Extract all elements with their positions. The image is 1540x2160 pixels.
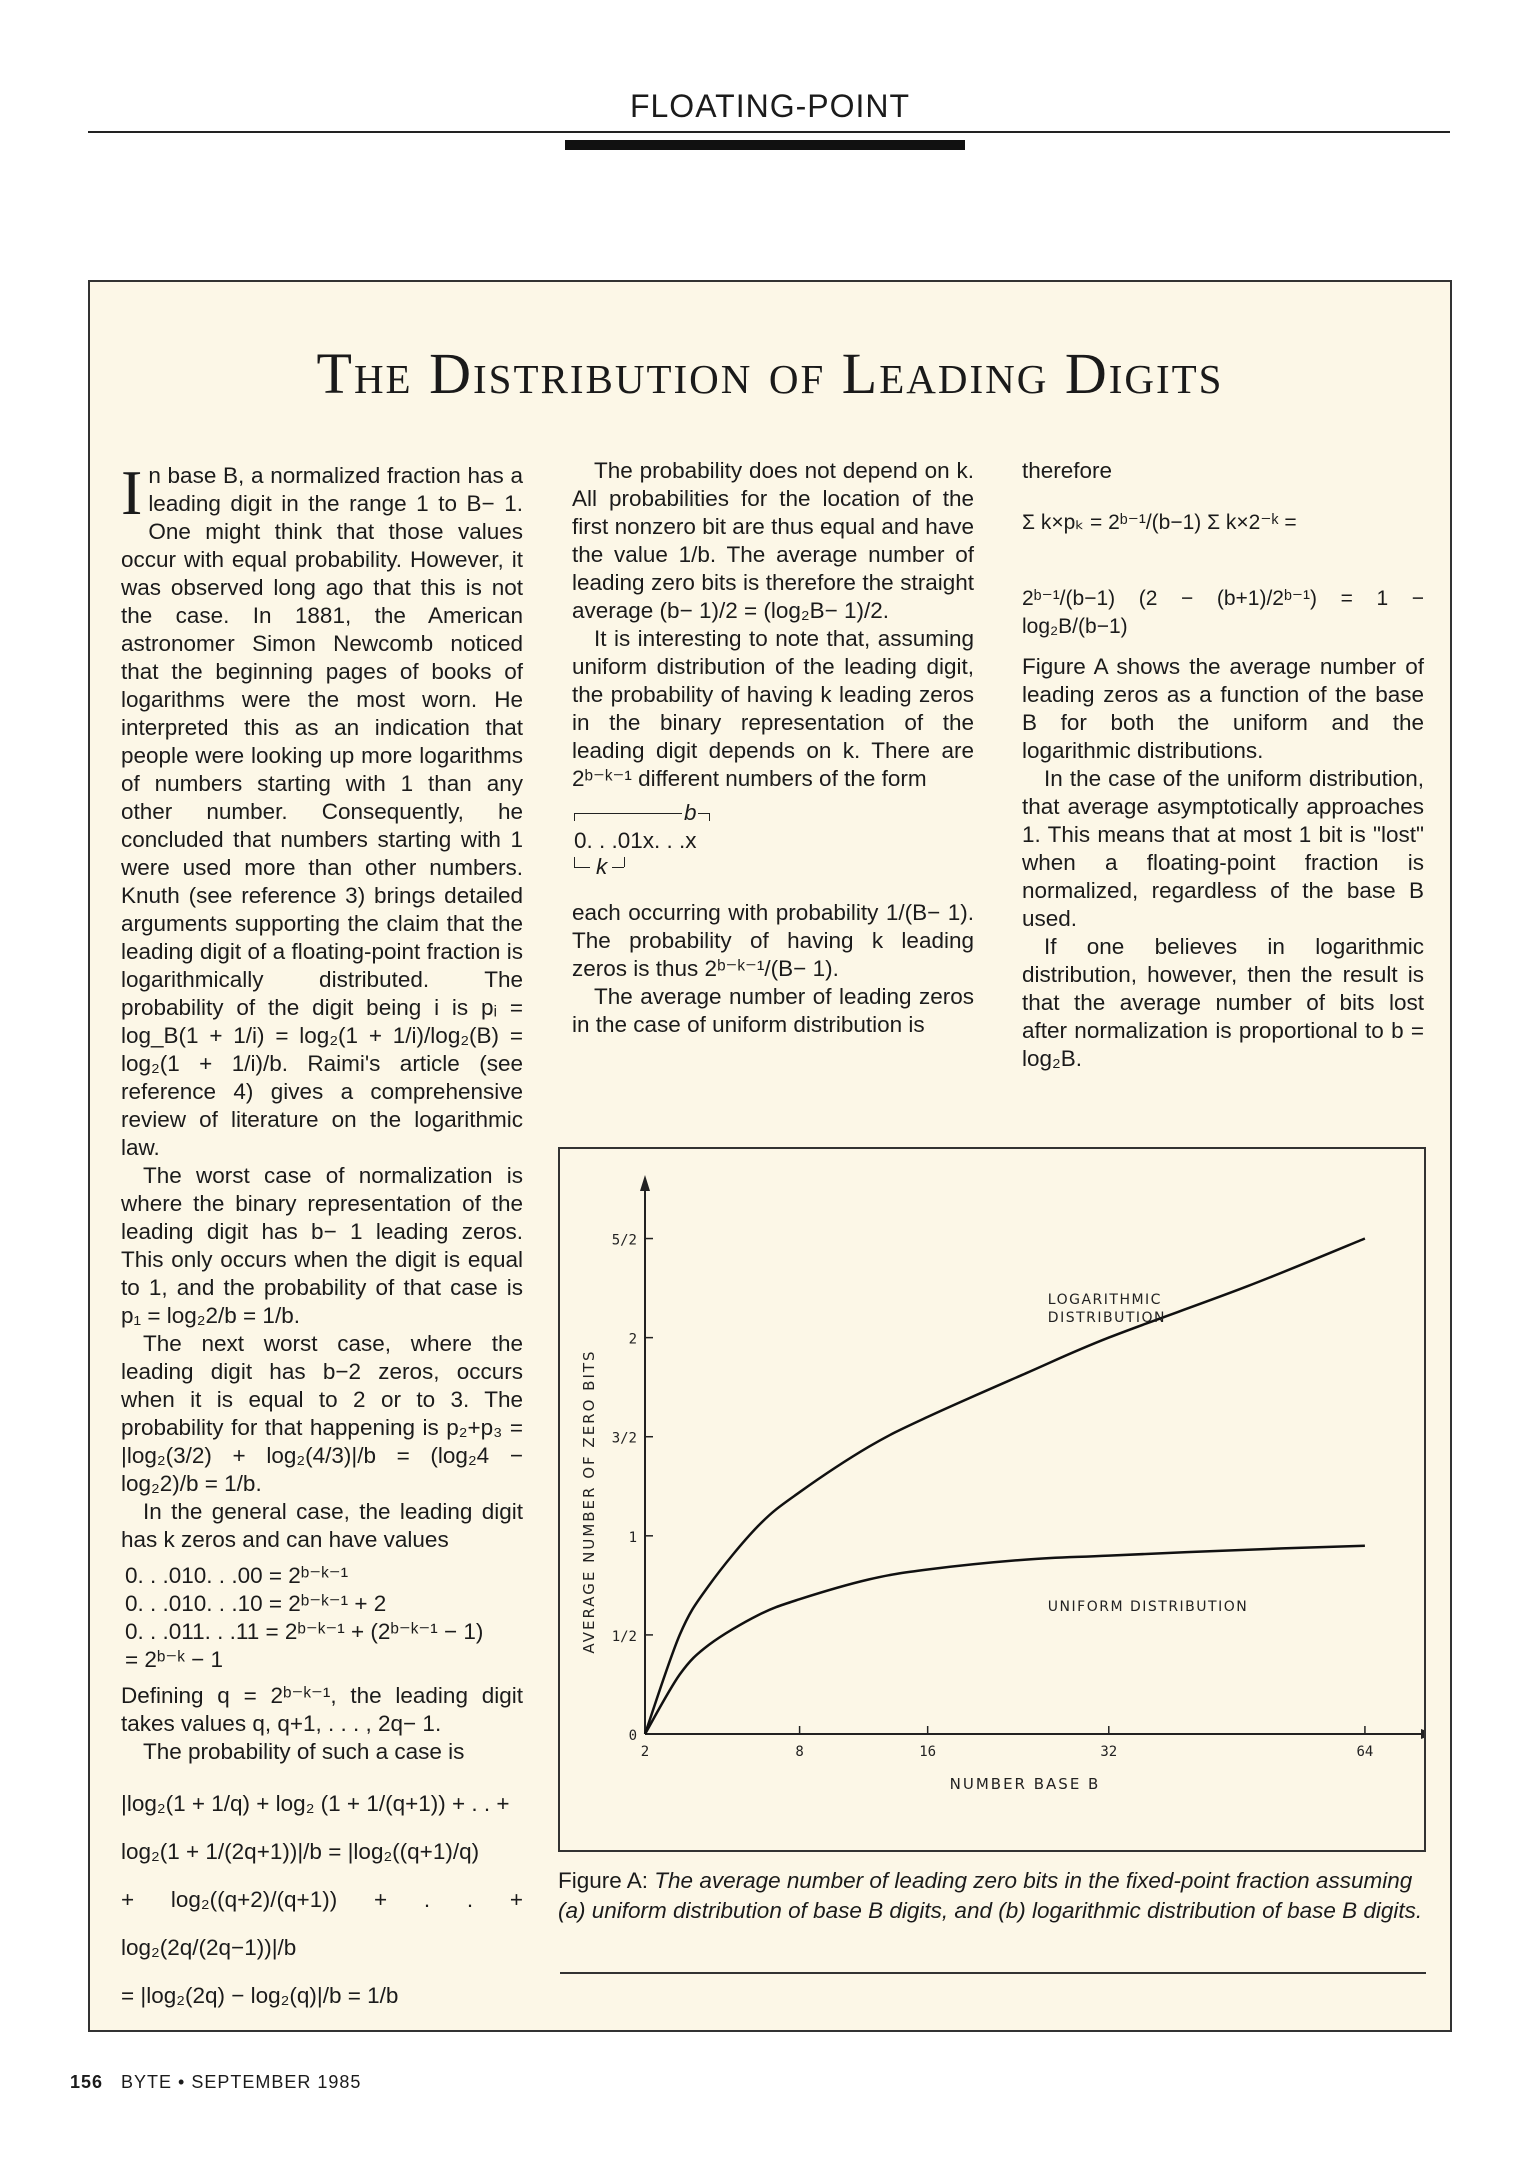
x-tick-label: 8 (795, 1744, 804, 1760)
y-tick-label: 3/2 (611, 1430, 637, 1447)
drop-cap: I (121, 457, 143, 528)
page-footer (70, 2072, 361, 2093)
page-number: 156 (70, 2072, 104, 2092)
summation-block (1022, 485, 1424, 653)
magazine-issue: BYTE • SEPTEMBER 1985 (121, 2072, 362, 2092)
figure-a-chart (560, 1149, 1424, 1850)
logarithmic-curve (645, 1239, 1365, 1735)
section-header: FLOATING-POINT (629, 88, 911, 124)
paragraph: The worst case of normalization is where the binary representation of the leading digit has b− 1 leading zeros. This only occurs when the digit is equal to 1, and the probability of that case is p₁ = log₂2/b = 1/b. (121, 1163, 523, 1328)
header-rule (88, 131, 1450, 133)
figure-a-frame (558, 1147, 1426, 1852)
paragraph: The next worst case, where the leading digit has b−2 zeros, occurs when it is equal to 2 or to 3. The probability for that happening is p₂+p₃ = |log₂(3/2) + log₂(4/3)|/b = (log₂4 − log₂2)/b = 1/b. (121, 1331, 523, 1496)
y-axis-arrow (640, 1175, 650, 1191)
caption-rule (560, 1972, 1426, 1974)
equation: Σ k×pₖ = 2ᵇ⁻¹/(b−1) Σ k×2⁻ᵏ = (1022, 511, 1297, 534)
x-tick-label: 64 (1356, 1744, 1374, 1760)
paragraph: therefore (1022, 458, 1113, 483)
column-3 (1022, 457, 1424, 1073)
value-line: = 2ᵇ⁻ᵏ − 1 (125, 1647, 224, 1672)
uniform-label: UNIFORM DISTRIBUTION (1047, 1599, 1249, 1616)
column-2 (572, 457, 974, 1039)
equation: log₂(1 + 1/(2q+1))|/b = |log₂((q+1)/q) (121, 1839, 480, 1864)
value-line: 0. . .010. . .10 = 2ᵇ⁻ᵏ⁻¹ + 2 (125, 1591, 387, 1616)
paragraph: The probability of such a case is (143, 1739, 465, 1764)
y-tick-label: 5/2 (611, 1232, 637, 1249)
x-tick-label: 2 (640, 1744, 650, 1760)
x-axis-label: NUMBER BASE B (949, 1775, 1101, 1793)
caption-text: The average number of leading zero bits in the fixed-point fraction assuming (a) uniform distribution of base B digits, and (b) logarithmic distribution of base B digits. (558, 1868, 1423, 1923)
header-bar (565, 140, 965, 150)
y-tick-label: 1 (628, 1529, 637, 1546)
equation: = |log₂(2q) − log₂(q)|/b = 1/b (121, 1983, 399, 2008)
uniform-curve (645, 1546, 1365, 1734)
value-line: 0. . .011. . .11 = 2ᵇ⁻ᵏ⁻¹ + (2ᵇ⁻ᵏ⁻¹ − 1) (125, 1619, 484, 1644)
paragraph: It is interesting to note that, assuming uniform distribution of the leading digit, the probability of having k leading zeros in the binary representation of the leading digit depends on k. There are 2ᵇ⁻ᵏ⁻¹ different numbers of the form (572, 626, 974, 791)
form-k-label: k (596, 854, 608, 879)
form-b-label: b (684, 800, 697, 825)
figure-caption (558, 1866, 1426, 1926)
paragraph: The average number of leading zeros in the case of uniform distribution is (572, 984, 974, 1037)
bit-form-diagram (572, 801, 974, 893)
y-axis-label: AVERAGE NUMBER OF ZERO BITS (580, 1349, 598, 1654)
y-tick-label: 1/2 (611, 1628, 637, 1645)
value-line: 0. . .010. . .00 = 2ᵇ⁻ᵏ⁻¹ (125, 1563, 349, 1588)
paragraph: In the case of the uniform distribution, that average asymptotically approaches 1. This means that at most 1 bit is "lost" when a floating-point fraction is normalized, regardless of the base B used. (1022, 766, 1424, 931)
paragraph: If one believes in logarithmic distribution, however, then the result is that the average number of bits lost after normalization is proportional to b = log₂B. (1022, 934, 1424, 1071)
equation: 2ᵇ⁻¹/(b−1) (2 − (b+1)/2ᵇ⁻¹) = 1 − log₂B/(b−1) (1022, 587, 1424, 638)
y-tick-label: 0 (628, 1728, 637, 1744)
x-tick-label: 32 (1100, 1744, 1118, 1760)
logarithmic-label: LOGARITHMIC (1047, 1291, 1162, 1308)
form-expression: 0. . .01x. . .x (574, 828, 697, 853)
logarithmic-label: DISTRIBUTION (1047, 1309, 1167, 1326)
x-axis-arrow (1421, 1729, 1424, 1739)
equation: + log₂((q+2)/(q+1)) + . . + log₂(2q/(2q−1))|/b (121, 1887, 523, 1960)
paragraph: Figure A shows the average number of leading zeros as a function of the base B for both the uniform and the logarithmic distributions. (1022, 654, 1424, 763)
paragraph: In the general case, the leading digit has k zeros and can have values (121, 1499, 523, 1552)
paragraph: each occurring with probability 1/(B− 1). The probability of having k leading zeros is thus 2ᵇ⁻ᵏ⁻¹/(B− 1). (572, 900, 974, 981)
equation: |log₂(1 + 1/q) + log₂ (1 + 1/(q+1)) + . . + (121, 1791, 510, 1816)
column-1 (121, 457, 523, 2020)
article-title: The Distribution of Leading Digits (316, 341, 1224, 406)
paragraph: The probability does not depend on k. All probabilities for the location of the first nonzero bit are thus equal and have the value 1/b. The average number of leading zero bits is therefore the straight average (b− 1)/2 = (log₂B− 1)/2. (572, 458, 974, 623)
paragraph: n base B, a normalized fraction has a leading digit in the range 1 to B− 1. One might think that those values occur with equal probability. However, it was observed long ago that this is not the case. In 1881, the American astronomer Simon Newcomb noticed that the beginning pages of books of logarithms were the most worn. He interpreted this as an indication that people were looking up more logarithms of numbers starting with 1 than any other number. Consequently, he concluded that numbers starting with 1 were used more than other numbers. Knuth (see reference 3) brings detailed arguments supporting the claim that the leading digit of a floating-point fraction is logarithmically distributed. The probability of the digit being i is pᵢ = log_B(1 + 1/i) = log₂(1 + 1/i)/log₂(B) = log₂(1 + 1/i)/b. Raimi's article (see reference 4) gives a comprehensive review of literature on the logarithmic law. (121, 463, 523, 1160)
paragraph: Defining q = 2ᵇ⁻ᵏ⁻¹, the leading digit takes values q, q+1, . . . , 2q− 1. (121, 1683, 523, 1736)
x-tick-label: 16 (919, 1744, 937, 1760)
caption-label: Figure A: (558, 1868, 649, 1893)
y-tick-label: 2 (628, 1331, 637, 1348)
